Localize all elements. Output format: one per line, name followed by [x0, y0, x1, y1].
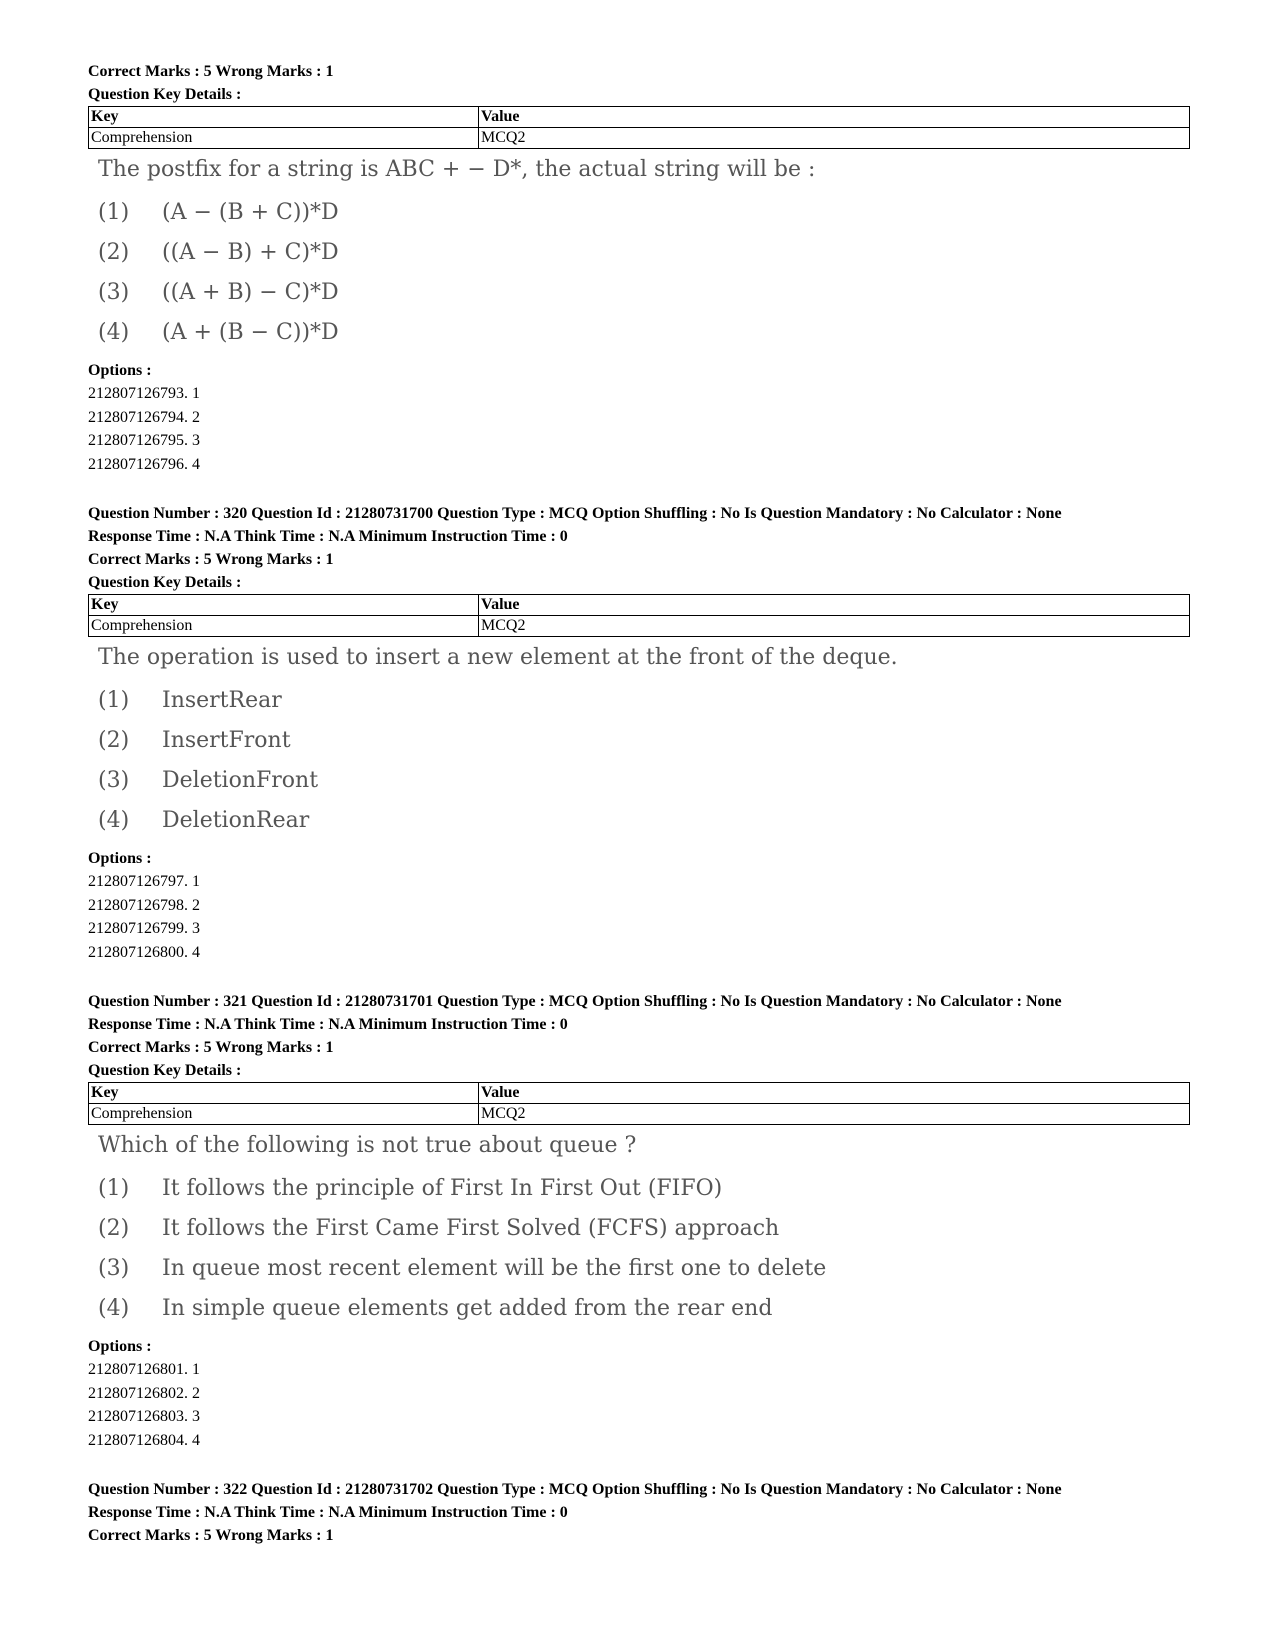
choice-text: (A − (B + C))*D: [162, 200, 339, 225]
option-id: 212807126793. 1: [88, 385, 200, 402]
options-label: Options :: [88, 1338, 152, 1355]
choice-number: (4): [98, 320, 130, 345]
key-details-label: Question Key Details :: [88, 86, 242, 103]
option-id: 212807126804. 4: [88, 1431, 200, 1449]
marks-line: Correct Marks : 5 Wrong Marks : 1: [88, 63, 334, 80]
question-321-block: [88, 990, 1190, 1452]
choice-4: [88, 313, 1190, 353]
choice-4: [88, 1289, 1190, 1329]
choice-2: [88, 1209, 1190, 1249]
choice-3: [88, 273, 1190, 313]
choice-text: DeletionRear: [162, 808, 310, 833]
choice-number: (2): [98, 1216, 130, 1241]
value-header: Value: [479, 1083, 1190, 1104]
choice-number: (1): [98, 200, 130, 225]
option-id: 212807126803. 3: [88, 1408, 200, 1425]
option-id: 212807126794. 2: [88, 408, 200, 426]
options-label: Options :: [88, 362, 152, 379]
key-value-table: [88, 1082, 1190, 1125]
key-value-table: [88, 106, 1190, 149]
question-stem: The operation is used to insert a new element at the front of the deque.: [98, 645, 898, 670]
question-322-block: [88, 1478, 1190, 1547]
value-header: Value: [479, 107, 1190, 128]
key-value-table: [88, 594, 1190, 637]
key-header: Key: [89, 1083, 479, 1104]
choice-3: [88, 1249, 1190, 1289]
value-cell: MCQ2: [479, 616, 1190, 637]
value-header: Value: [479, 595, 1190, 616]
choice-text: It follows the principle of First In First Out (FIFO): [162, 1176, 723, 1201]
question-320-block: [88, 502, 1190, 964]
key-header: Key: [89, 107, 479, 128]
key-cell: Comprehension: [89, 128, 479, 149]
question-header-line2: Response Time : N.A Think Time : N.A Minimum Instruction Time : 0: [88, 528, 568, 545]
choice-number: (2): [98, 728, 130, 753]
choice-text: It follows the First Came First Solved (FCFS) approach: [162, 1216, 780, 1241]
option-id: 212807126800. 4: [88, 943, 200, 961]
marks-line: Correct Marks : 5 Wrong Marks : 1: [88, 551, 334, 568]
key-header: Key: [89, 595, 479, 616]
marks-line: Correct Marks : 5 Wrong Marks : 1: [88, 1039, 334, 1056]
value-cell: MCQ2: [479, 1104, 1190, 1125]
key-details-label: Question Key Details :: [88, 574, 242, 591]
choice-1: [88, 681, 1190, 721]
choice-text: InsertRear: [162, 688, 282, 713]
choice-text: In simple queue elements get added from the rear end: [162, 1296, 773, 1321]
option-id: 212807126802. 2: [88, 1384, 200, 1402]
choice-4: [88, 801, 1190, 841]
choice-text: (A + (B − C))*D: [162, 320, 339, 345]
choice-number: (3): [98, 1256, 130, 1281]
question-319-block: [88, 60, 1190, 476]
key-details-label: Question Key Details :: [88, 1062, 242, 1079]
choice-number: (3): [98, 280, 130, 305]
option-id: 212807126796. 4: [88, 455, 200, 473]
choice-number: (3): [98, 768, 130, 793]
choice-number: (4): [98, 1296, 130, 1321]
key-cell: Comprehension: [89, 1104, 479, 1125]
question-header-line1: Question Number : 322 Question Id : 21280731702 Question Type : MCQ Option Shuffling : No Is Question Mandatory : No Calculator : None: [88, 1481, 1062, 1498]
question-stem: The postfix for a string is ABC + − D*, the actual string will be :: [98, 157, 816, 182]
choice-number: (4): [98, 808, 130, 833]
choice-text: ((A + B) − C)*D: [162, 280, 339, 305]
choice-text: InsertFront: [162, 728, 291, 753]
choice-3: [88, 761, 1190, 801]
option-id: 212807126797. 1: [88, 873, 200, 890]
option-id: 212807126801. 1: [88, 1361, 200, 1378]
choice-2: [88, 721, 1190, 761]
question-stem: Which of the following is not true about queue ?: [98, 1133, 637, 1158]
question-header-line1: Question Number : 321 Question Id : 21280731701 Question Type : MCQ Option Shuffling : No Is Question Mandatory : No Calculator : None: [88, 993, 1062, 1010]
document-page: [88, 60, 1190, 1547]
options-label: Options :: [88, 850, 152, 867]
choice-1: [88, 193, 1190, 233]
choice-2: [88, 233, 1190, 273]
marks-line: Correct Marks : 5 Wrong Marks : 1: [88, 1527, 334, 1544]
question-image: [88, 149, 1190, 353]
option-id: 212807126798. 2: [88, 896, 200, 914]
question-header-line2: Response Time : N.A Think Time : N.A Minimum Instruction Time : 0: [88, 1016, 568, 1033]
question-image: [88, 637, 1190, 841]
key-cell: Comprehension: [89, 616, 479, 637]
choice-text: DeletionFront: [162, 768, 319, 793]
choice-text: In queue most recent element will be the first one to delete: [162, 1256, 827, 1281]
choice-1: [88, 1169, 1190, 1209]
choice-number: (2): [98, 240, 130, 265]
option-id: 212807126795. 3: [88, 432, 200, 449]
option-id: 212807126799. 3: [88, 920, 200, 937]
choice-number: (1): [98, 688, 130, 713]
choice-text: ((A − B) + C)*D: [162, 240, 339, 265]
choice-number: (1): [98, 1176, 130, 1201]
question-image: [88, 1125, 1190, 1329]
question-header-line1: Question Number : 320 Question Id : 21280731700 Question Type : MCQ Option Shuffling : No Is Question Mandatory : No Calculator : None: [88, 505, 1062, 522]
value-cell: MCQ2: [479, 128, 1190, 149]
question-header-line2: Response Time : N.A Think Time : N.A Minimum Instruction Time : 0: [88, 1504, 568, 1521]
